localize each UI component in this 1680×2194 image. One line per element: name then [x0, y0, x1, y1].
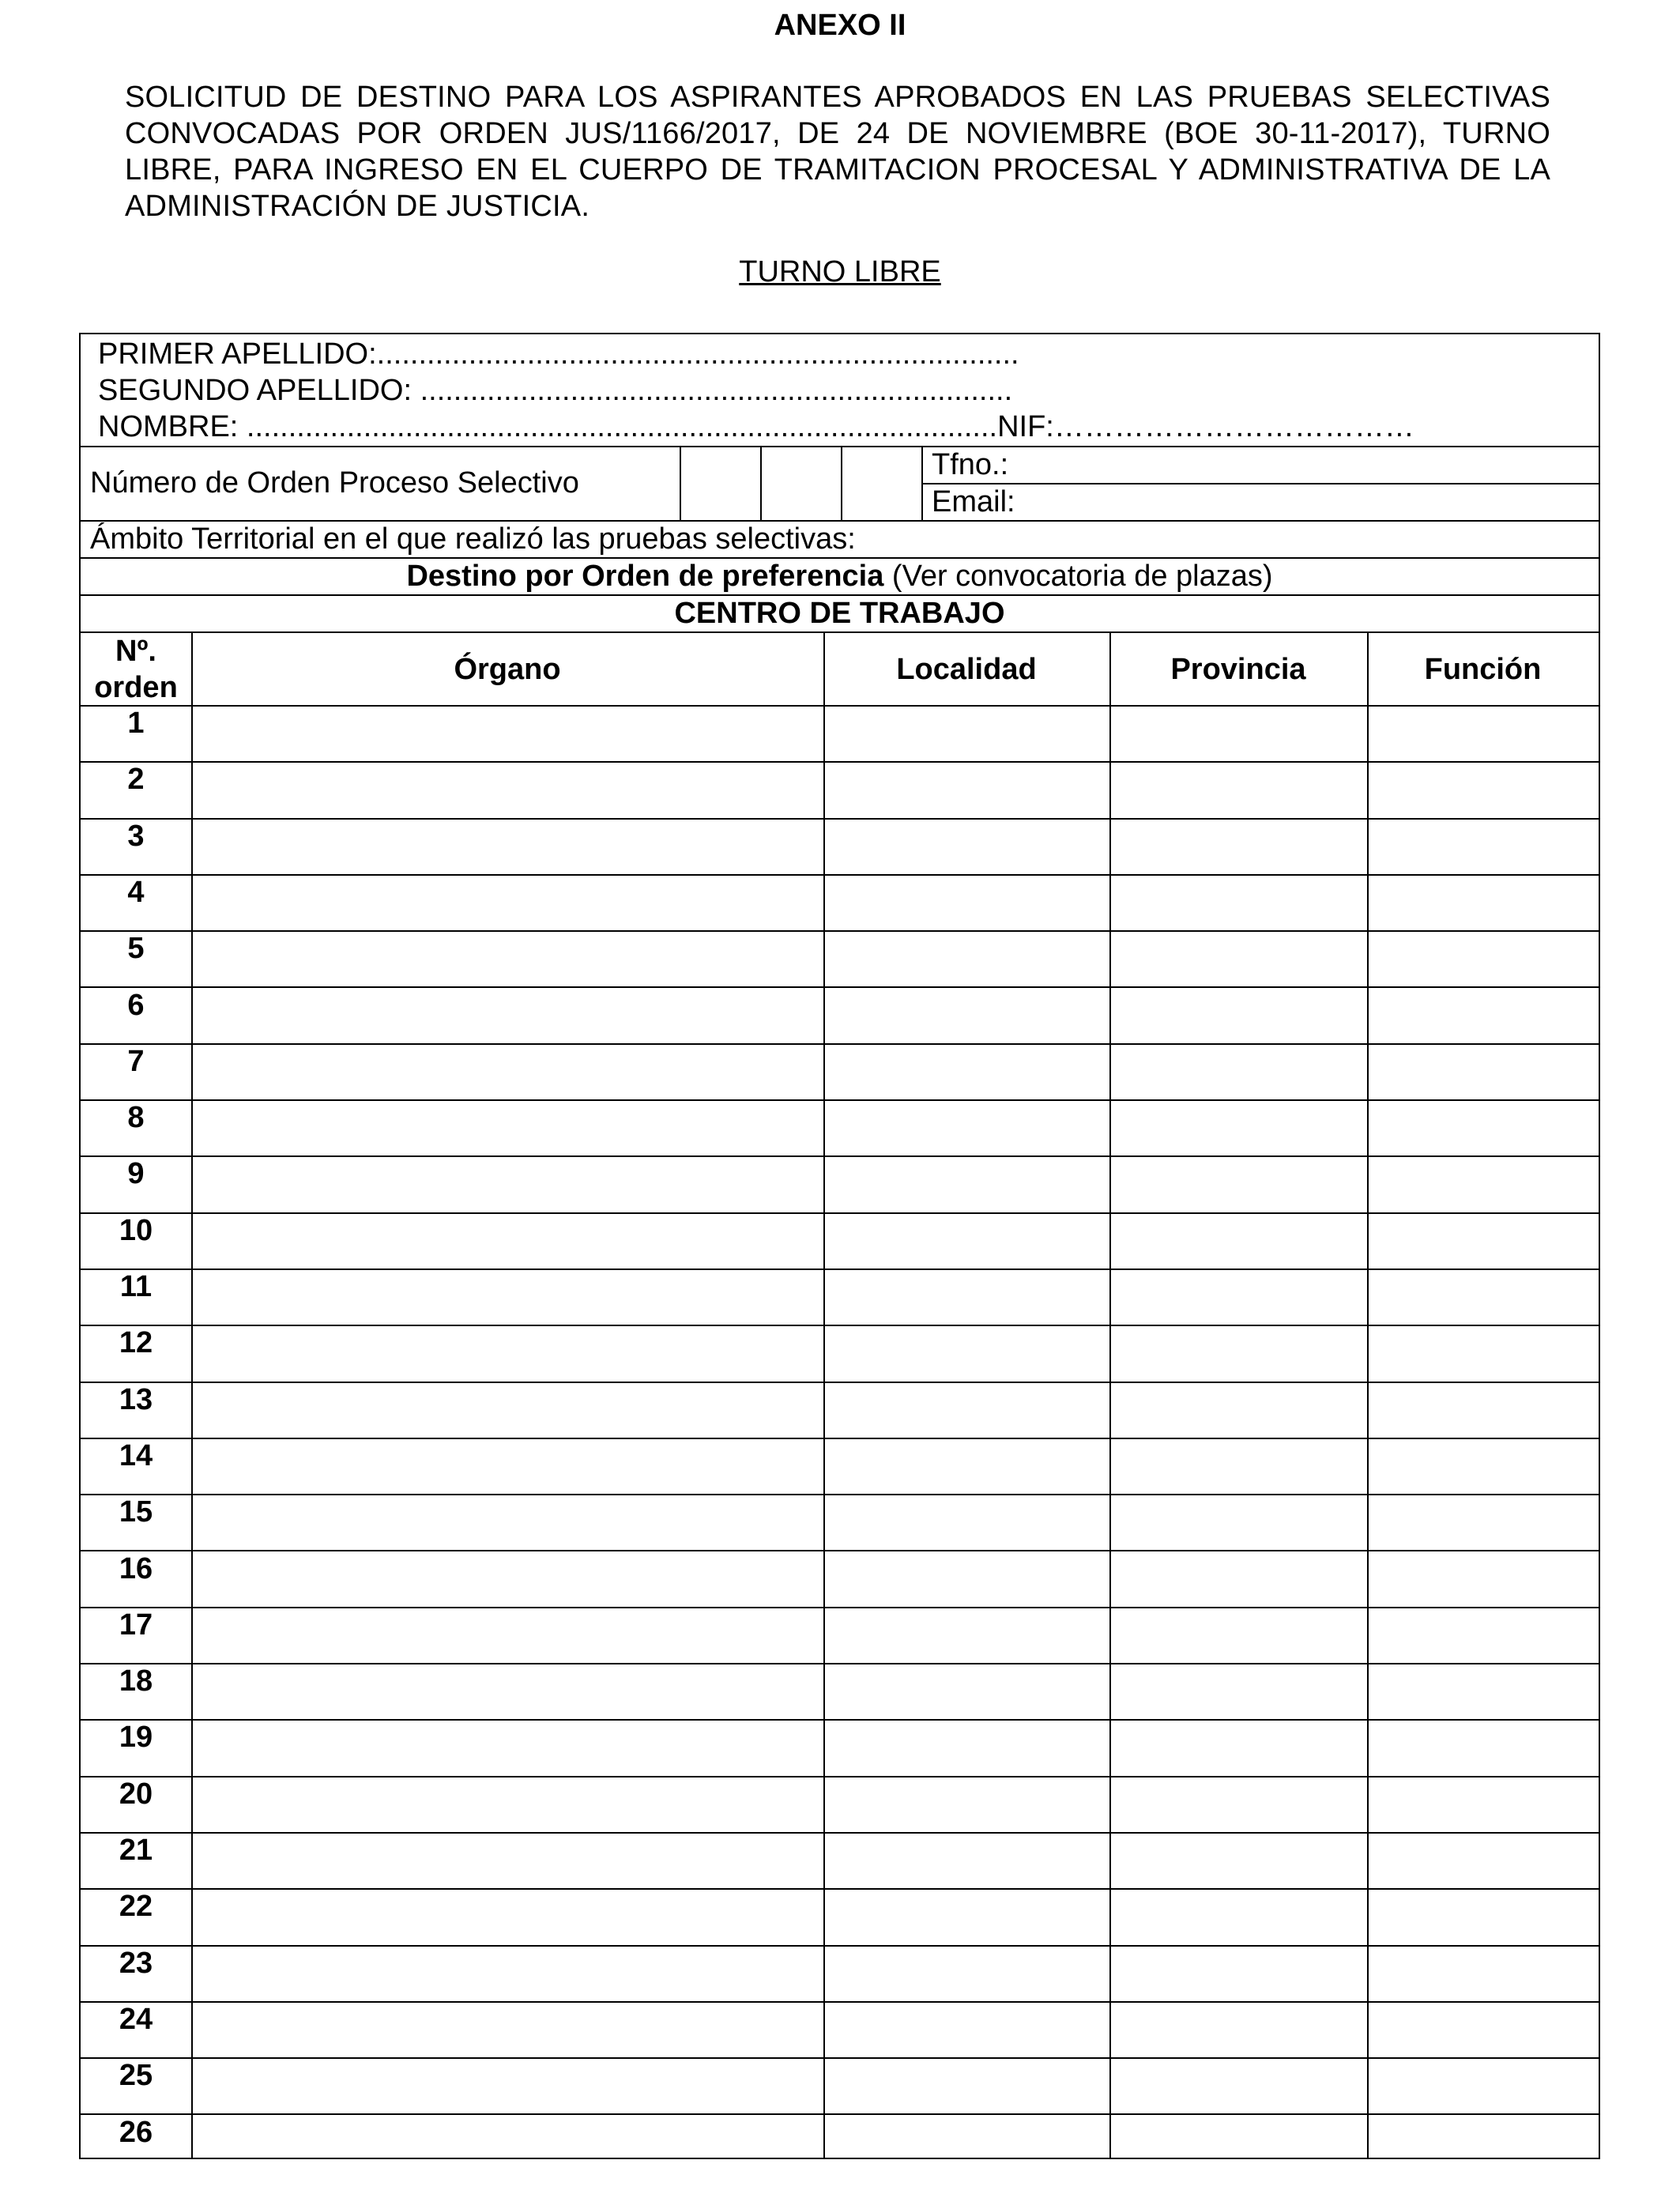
row-number: 19 [119, 1721, 153, 1755]
table-row [81, 705, 1599, 761]
table-row [81, 1155, 1599, 1212]
table-row [81, 1212, 1599, 1269]
organo-cell[interactable] [193, 2059, 823, 2112]
localidad-cell[interactable] [825, 1777, 1109, 1830]
provincia-cell[interactable] [1111, 1326, 1367, 1379]
row-number: 25 [119, 2059, 153, 2093]
funcion-cell[interactable] [1369, 932, 1599, 985]
table-row [81, 1663, 1599, 1719]
nombre-nif-field[interactable]: NOMBRE: ..........................................................................................NIF:……………………………… [98, 410, 1414, 443]
row-number: 9 [127, 1157, 145, 1191]
table-row [81, 930, 1599, 986]
organo-cell[interactable] [193, 1777, 823, 1830]
organo-cell[interactable] [193, 1214, 823, 1267]
localidad-cell[interactable] [825, 989, 1109, 1042]
funcion-cell[interactable] [1369, 1214, 1599, 1267]
table-row [81, 1043, 1599, 1099]
organo-cell[interactable] [193, 1439, 823, 1492]
header-localidad: Localidad [896, 653, 1037, 686]
row-number: 15 [119, 1495, 153, 1529]
row-number: 22 [119, 1890, 153, 1924]
funcion-cell[interactable] [1369, 1045, 1599, 1098]
destino-heading [81, 558, 1599, 594]
localidad-cell[interactable] [825, 2116, 1109, 2169]
row-number: 7 [127, 1044, 145, 1078]
organo-cell[interactable] [193, 763, 823, 816]
organo-cell[interactable] [193, 1890, 823, 1943]
organo-cell[interactable] [193, 1101, 823, 1154]
table-row [81, 2057, 1599, 2113]
provincia-cell[interactable] [1111, 2059, 1367, 2112]
application-form [79, 333, 1600, 2159]
organo-cell[interactable] [193, 1552, 823, 1605]
table-row [81, 1551, 1599, 1607]
table-row [81, 1888, 1599, 1944]
funcion-cell[interactable] [1369, 1101, 1599, 1154]
row-number: 11 [119, 1270, 153, 1303]
localidad-cell[interactable] [825, 1439, 1109, 1492]
organo-cell[interactable] [193, 1721, 823, 1774]
localidad-cell[interactable] [825, 1495, 1109, 1548]
provincia-cell[interactable] [1111, 989, 1367, 1042]
funcion-cell[interactable] [1369, 1326, 1599, 1379]
row-number: 13 [119, 1382, 153, 1416]
table-row [81, 1382, 1599, 1438]
table-row [81, 1719, 1599, 1775]
header-provincia: Provincia [1170, 653, 1306, 686]
table-row [81, 1325, 1599, 1381]
localidad-cell[interactable] [825, 2003, 1109, 2056]
table-row [81, 818, 1599, 874]
provincia-cell[interactable] [1111, 932, 1367, 985]
header-orden: orden [94, 671, 178, 704]
row-number: 20 [119, 1777, 153, 1811]
table-row [81, 1269, 1599, 1325]
funcion-cell[interactable] [1369, 1664, 1599, 1717]
table-row [81, 1776, 1599, 1832]
table-row [81, 1607, 1599, 1663]
funcion-cell[interactable] [1369, 1947, 1599, 2000]
row-number: 23 [119, 1946, 153, 1980]
provincia-cell[interactable] [1111, 1552, 1367, 1605]
localidad-cell[interactable] [825, 1326, 1109, 1379]
turno-subtitle: TURNO LIBRE [739, 255, 941, 288]
provincia-cell[interactable] [1111, 1834, 1367, 1887]
organo-cell[interactable] [193, 2003, 823, 2056]
funcion-cell[interactable] [1369, 1890, 1599, 1943]
localidad-cell[interactable] [825, 932, 1109, 985]
provincia-cell[interactable] [1111, 1608, 1367, 1661]
intro-paragraph: SOLICITUD DE DESTINO PARA LOS ASPIRANTES APROBADOS EN LAS PRUEBAS SELECTIVAS CONVOCADAS POR ORDEN JUS/1166/2017, DE 24 DE NOVIEMBRE (BOE 30-11-2017), TURNO LIBRE, PARA INGRESO EN EL CUERPO DE TRAMITACION PROCESAL Y ADMINISTRATIVA DE LA ADMINISTRACIÓN DE JUSTICIA. [125, 81, 1550, 223]
row-number: 5 [127, 932, 145, 966]
numero-orden-box-3[interactable] [842, 447, 921, 520]
localidad-cell[interactable] [825, 1834, 1109, 1887]
row-number: 18 [119, 1664, 153, 1698]
provincia-cell[interactable] [1111, 820, 1367, 873]
table-row [81, 1945, 1599, 2001]
ambito-territorial-field[interactable]: Ámbito Territorial en el que realizó las pruebas selectivas: [90, 522, 856, 556]
provincia-cell[interactable] [1111, 1157, 1367, 1210]
provincia-cell[interactable] [1111, 1439, 1367, 1492]
row-number: 2 [127, 763, 145, 797]
localidad-cell[interactable] [825, 763, 1109, 816]
destino-bold-text: Destino por Orden de preferencia [406, 560, 884, 593]
row-number: 10 [119, 1213, 153, 1247]
provincia-cell[interactable] [1111, 1890, 1367, 1943]
localidad-cell[interactable] [825, 1157, 1109, 1210]
funcion-cell[interactable] [1369, 763, 1599, 816]
segundo-apellido-field[interactable]: SEGUNDO APELLIDO: ....................................................................... [98, 374, 1013, 407]
funcion-cell[interactable] [1369, 2059, 1599, 2112]
row-number: 6 [127, 988, 145, 1022]
localidad-cell[interactable] [825, 707, 1109, 760]
table-row [81, 1832, 1599, 1888]
organo-cell[interactable] [193, 1270, 823, 1323]
numero-orden-label: Número de Orden Proceso Selectivo [90, 466, 579, 499]
centro-trabajo-heading: CENTRO DE TRABAJO [674, 597, 1005, 630]
organo-cell[interactable] [193, 1947, 823, 2000]
numero-orden-box-1[interactable] [681, 447, 760, 520]
table-row [81, 1494, 1599, 1550]
email-field[interactable]: Email: [932, 485, 1015, 518]
localidad-cell[interactable] [825, 1270, 1109, 1323]
organo-cell[interactable] [193, 820, 823, 873]
row-number: 1 [127, 707, 145, 740]
organo-cell[interactable] [193, 1495, 823, 1548]
provincia-cell[interactable] [1111, 876, 1367, 929]
localidad-cell[interactable] [825, 1947, 1109, 2000]
organo-cell[interactable] [193, 1608, 823, 1661]
numero-orden-box-2[interactable] [762, 447, 841, 520]
funcion-cell[interactable] [1369, 1495, 1599, 1548]
document-title: ANEXO II [774, 9, 906, 42]
funcion-cell[interactable] [1369, 2116, 1599, 2169]
localidad-cell[interactable] [825, 1664, 1109, 1717]
row-number: 8 [127, 1101, 145, 1135]
row-number: 17 [119, 1608, 153, 1642]
divider [81, 631, 1599, 633]
localidad-cell[interactable] [825, 1890, 1109, 1943]
provincia-cell[interactable] [1111, 1721, 1367, 1774]
organo-cell[interactable] [193, 1045, 823, 1098]
funcion-cell[interactable] [1369, 1439, 1599, 1492]
header-organo: Órgano [454, 653, 561, 686]
funcion-cell[interactable] [1369, 1552, 1599, 1605]
table-row [81, 2001, 1599, 2057]
localidad-cell[interactable] [825, 2059, 1109, 2112]
row-number: 24 [119, 2002, 153, 2036]
organo-cell[interactable] [193, 1664, 823, 1717]
provincia-cell[interactable] [1111, 1045, 1367, 1098]
provincia-cell[interactable] [1111, 2003, 1367, 2056]
row-number: 3 [127, 819, 145, 853]
funcion-cell[interactable] [1369, 1834, 1599, 1887]
provincia-cell[interactable] [1111, 1947, 1367, 2000]
table-row [81, 761, 1599, 817]
provincia-cell[interactable] [1111, 763, 1367, 816]
provincia-cell[interactable] [1111, 1495, 1367, 1548]
funcion-cell[interactable] [1369, 989, 1599, 1042]
table-row [81, 1099, 1599, 1155]
provincia-cell[interactable] [1111, 1101, 1367, 1154]
row-number: 14 [119, 1438, 153, 1472]
organo-cell[interactable] [193, 2116, 823, 2169]
organo-cell[interactable] [193, 876, 823, 929]
funcion-cell[interactable] [1369, 2003, 1599, 2056]
header-num: Nº. [115, 635, 156, 668]
header-funcion: Función [1424, 653, 1542, 686]
organo-cell[interactable] [193, 989, 823, 1042]
localidad-cell[interactable] [825, 1608, 1109, 1661]
localidad-cell[interactable] [825, 1552, 1109, 1605]
localidad-cell[interactable] [825, 1045, 1109, 1098]
localidad-cell[interactable] [825, 1101, 1109, 1154]
organo-cell[interactable] [193, 707, 823, 760]
destino-note-text: (Ver convocatoria de plazas) [883, 560, 1273, 593]
funcion-cell[interactable] [1369, 1157, 1599, 1210]
provincia-cell[interactable] [1111, 707, 1367, 760]
funcion-cell[interactable] [1369, 1777, 1599, 1830]
provincia-cell[interactable] [1111, 1270, 1367, 1323]
funcion-cell[interactable] [1369, 1721, 1599, 1774]
table-row [81, 987, 1599, 1043]
organo-cell[interactable] [193, 1834, 823, 1887]
table-row [81, 2114, 1599, 2170]
organo-cell[interactable] [193, 1326, 823, 1379]
provincia-cell[interactable] [1111, 1777, 1367, 1830]
primer-apellido-field[interactable]: PRIMER APELLIDO:............................................................................. [98, 337, 1019, 371]
provincia-cell[interactable] [1111, 2116, 1367, 2169]
row-number: 12 [119, 1326, 153, 1360]
organo-cell[interactable] [193, 1383, 823, 1436]
table-row [81, 1438, 1599, 1494]
tfno-field[interactable]: Tfno.: [932, 448, 1009, 481]
localidad-cell[interactable] [825, 820, 1109, 873]
table-row [81, 874, 1599, 930]
divider [921, 483, 1599, 484]
localidad-cell[interactable] [825, 1383, 1109, 1436]
localidad-cell[interactable] [825, 876, 1109, 929]
provincia-cell[interactable] [1111, 1214, 1367, 1267]
organo-cell[interactable] [193, 1157, 823, 1210]
row-number: 21 [119, 1834, 153, 1867]
funcion-cell[interactable] [1369, 820, 1599, 873]
funcion-cell[interactable] [1369, 1608, 1599, 1661]
funcion-cell[interactable] [1369, 876, 1599, 929]
funcion-cell[interactable] [1369, 1383, 1599, 1436]
funcion-cell[interactable] [1369, 1270, 1599, 1323]
row-number: 16 [119, 1551, 153, 1585]
row-number: 4 [127, 875, 145, 909]
funcion-cell[interactable] [1369, 707, 1599, 760]
organo-cell[interactable] [193, 932, 823, 985]
provincia-cell[interactable] [1111, 1383, 1367, 1436]
provincia-cell[interactable] [1111, 1664, 1367, 1717]
localidad-cell[interactable] [825, 1721, 1109, 1774]
row-number: 26 [119, 2115, 153, 2149]
localidad-cell[interactable] [825, 1214, 1109, 1267]
